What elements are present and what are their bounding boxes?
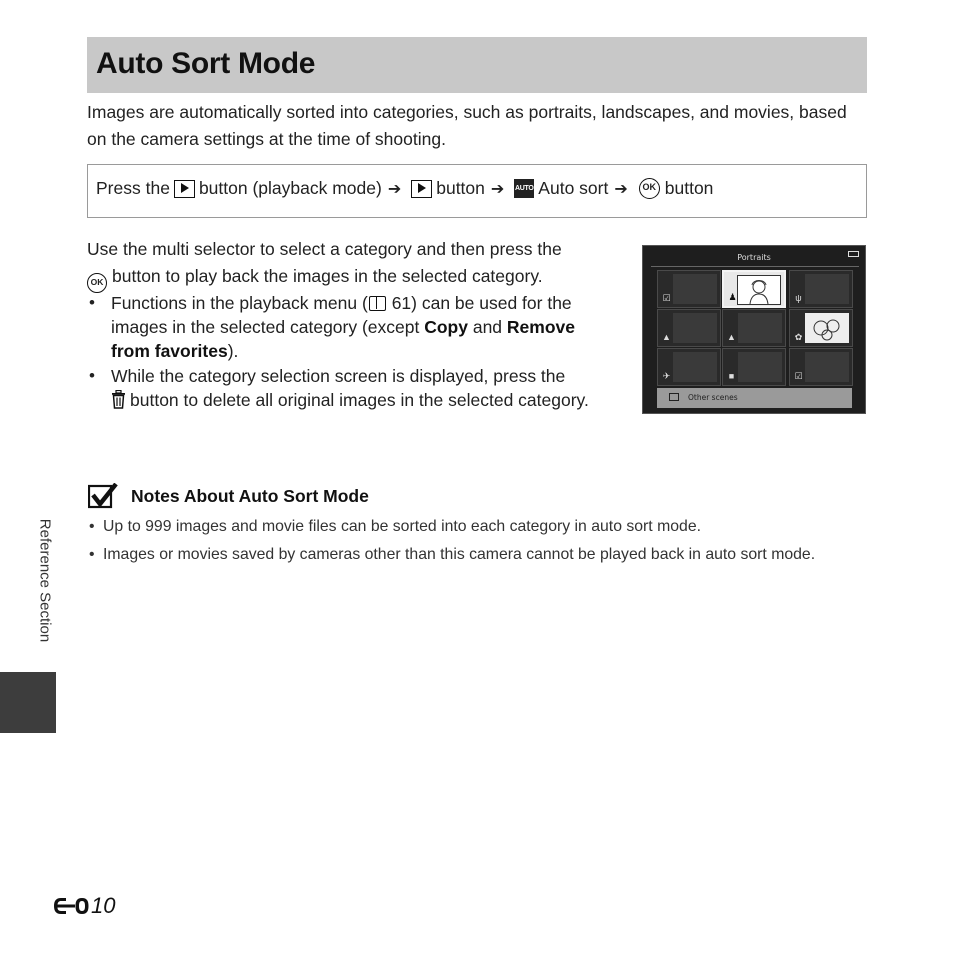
- list-item: [87, 364, 617, 412]
- bullet-text: 61) can be used for the images in the selected category (except: [111, 293, 572, 337]
- list-item: • Up to 999 images and movie files can be sorted into each category in auto sort mode.: [87, 515, 857, 539]
- bullet-text: button to delete all original images in the selected category.: [130, 390, 589, 410]
- category-icon: ✿: [794, 332, 803, 342]
- arrow-right-icon: ➔: [614, 180, 628, 198]
- side-label-text: Reference Section: [36, 518, 54, 643]
- page-title: Auto Sort Mode: [96, 47, 316, 80]
- other-scenes-icon: [669, 393, 679, 401]
- page-number-text: 10: [91, 893, 116, 918]
- category-thumbnail: [737, 275, 781, 305]
- screen-divider: [651, 266, 859, 267]
- category-icon: ☑: [794, 371, 803, 381]
- category-cell[interactable]: [789, 270, 853, 308]
- category-icon: ■: [728, 371, 735, 381]
- reference-section-e-icon: [53, 896, 89, 916]
- category-thumbnail: [805, 352, 849, 382]
- page-number: [53, 892, 115, 920]
- procedure-press-the: Press the: [96, 178, 170, 198]
- ok-button-icon: OK: [87, 273, 107, 293]
- procedure-button: button: [664, 178, 714, 198]
- list-item: • Images or movies saved by cameras other than this camera cannot be played back in auto sort mode.: [87, 543, 857, 567]
- other-scenes-bar: [657, 388, 852, 408]
- intro-paragraph: Images are automatically sorted into categories, such as portraits, landscapes, and movies, based on the camera settings at the time of shooting.: [87, 102, 847, 149]
- procedure-button: button: [436, 178, 485, 198]
- category-icon: ▲: [727, 332, 736, 342]
- section-side-label: [30, 510, 54, 660]
- notes-title: Notes About Auto Sort Mode: [131, 486, 369, 506]
- trash-icon: [111, 390, 126, 409]
- bold-term-copy: Copy: [424, 317, 468, 337]
- bullet-text: Functions in the playback menu (: [111, 293, 368, 313]
- procedure-playback-mode: button (playback mode): [198, 178, 382, 198]
- bullet-text: ).: [227, 341, 239, 361]
- bullet-text: and: [467, 317, 507, 337]
- notes-heading: [87, 483, 587, 511]
- check-mark-icon: [88, 483, 118, 509]
- body-paragraph: [87, 236, 607, 293]
- category-thumbnail: [673, 274, 717, 304]
- procedure-text: [96, 178, 713, 199]
- category-cell[interactable]: [657, 348, 721, 386]
- category-cell[interactable]: [722, 309, 786, 347]
- category-thumbnail: [738, 352, 782, 382]
- camera-screen-illustration: [642, 245, 866, 414]
- category-cell[interactable]: [789, 348, 853, 386]
- category-thumbnail: [673, 352, 717, 382]
- bullet-text: While the category selection screen is displayed, press the: [111, 366, 566, 386]
- ok-button-icon: OK: [639, 178, 660, 199]
- procedure-auto-sort: Auto sort: [538, 178, 609, 198]
- category-thumbnail: [805, 313, 849, 343]
- portrait-sketch-icon: [738, 276, 780, 304]
- bold-term-remove-from-favorites: Remove from favorites: [111, 317, 576, 361]
- section-tab-block: [0, 672, 56, 733]
- category-icon: ♟: [728, 292, 737, 302]
- category-icon: ▲: [662, 332, 671, 342]
- list-item: [87, 291, 617, 363]
- book-reference-icon: [369, 296, 386, 311]
- playback-icon: [411, 180, 432, 198]
- category-icon: ✈: [662, 371, 671, 381]
- body-line-2: button to play back the images in the selected category.: [112, 266, 543, 286]
- category-cell[interactable]: [722, 348, 786, 386]
- category-icon: ψ: [795, 293, 802, 303]
- notes-list: [87, 515, 857, 571]
- category-cell[interactable]: [657, 309, 721, 347]
- auto-sort-icon: AUTO: [514, 179, 534, 198]
- procedure-box: [87, 164, 867, 218]
- battery-icon: [848, 251, 859, 257]
- title-bar: [87, 37, 867, 93]
- category-cell[interactable]: [657, 270, 721, 308]
- flower-sketch-icon: [805, 313, 849, 343]
- arrow-right-icon: ➔: [387, 180, 402, 198]
- arrow-right-icon: ➔: [490, 180, 505, 198]
- screen-category-title: Portraits: [737, 253, 771, 262]
- bullet-list: [87, 291, 617, 413]
- category-icon: ☑: [662, 293, 671, 303]
- category-thumbnail: [738, 313, 782, 343]
- category-thumbnail: [673, 313, 717, 343]
- body-line-1: Use the multi selector to select a category and then press the: [87, 239, 562, 259]
- other-scenes-label: Other scenes: [688, 393, 738, 402]
- playback-icon: [174, 180, 195, 198]
- category-thumbnail: [805, 274, 849, 304]
- category-cell[interactable]: [789, 309, 853, 347]
- category-cell[interactable]: [722, 270, 786, 308]
